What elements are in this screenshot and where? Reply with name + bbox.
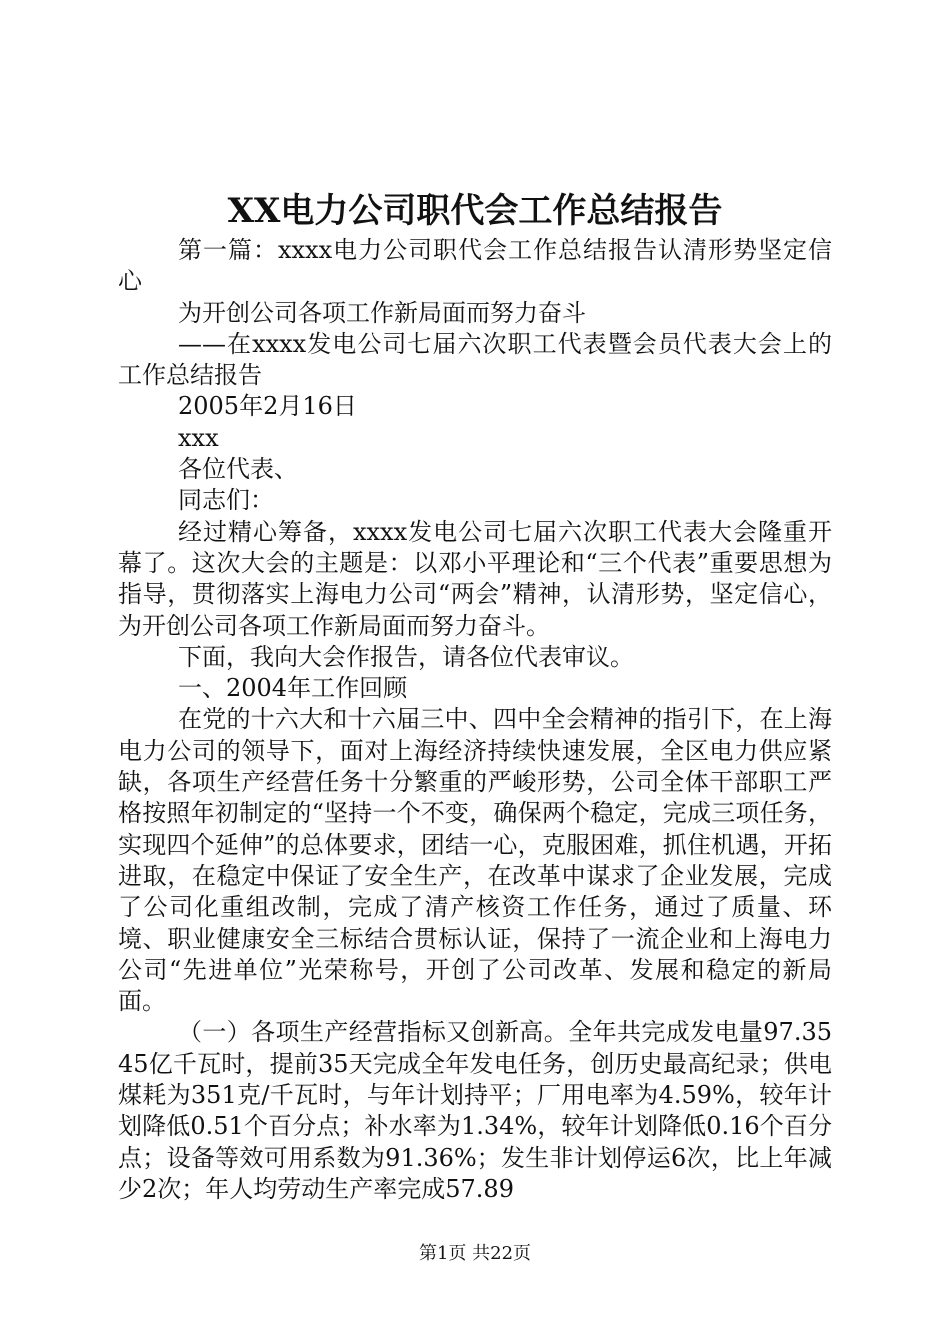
paragraph: 下面，我向大会作报告，请各位代表审议。 [178, 642, 634, 671]
paragraph: xxx [178, 423, 219, 452]
document-title: XX电力公司职代会工作总结报告 [227, 191, 723, 231]
paragraph: 一、2004年工作回顾 [178, 674, 408, 703]
paragraph: ——在xxxx发电公司七届六次职工代表暨会员代表大会上的工作总结报告 [118, 329, 832, 390]
paragraph: 第一篇：xxxx电力公司职代会工作总结报告认清形势坚定信心 [118, 236, 832, 296]
paragraph: （一）各项生产经营指标又创新高。全年共完成发电量97.3545亿千瓦时，提前35天完成全年发电任务，创历史最高纪录；供电煤耗为351克/千瓦时，与年计划持平；厂用电率为4.59%，较年计划降低0.51个百分点；补水率为1.34%，较年计划降低0.16个百分点；设备等效可用系数为91.36%；发生非计划停运6次，比上年减少2次；年人均劳动生产率完成57.89 [118, 1018, 832, 1203]
document-body [118, 235, 832, 1205]
paragraph: 为开创公司各项工作新局面而努力奋斗 [178, 298, 586, 327]
paragraph: 经过精心筹备，xxxx发电公司七届六次职工代表大会隆重开幕了。这次大会的主题是：以邓小平理论和“三个代表”重要思想为指导，贯彻落实上海电力公司“两会”精神，认清形势，坚定信心，为开创公司各项工作新局面而努力奋斗。 [118, 517, 832, 640]
page-footer: 第1页 共22页 [418, 1243, 532, 1264]
paragraph: 各位代表、 [178, 455, 298, 484]
paragraph: 在党的十六大和十六届三中、四中全会精神的指引下，在上海电力公司的领导下，面对上海经济持续快速发展，全区电力供应紧缺，各项生产经营任务十分繁重的严峻形势，公司全体干部职工严格按照年初制定的“坚持一个不变，确保两个稳定，完成三项任务，实现四个延伸”的总体要求，团结一心，克服困难，抓住机遇，开拓进取，在稳定中保证了安全生产，在改革中谋求了企业发展，完成了公司化重组改制，完成了清产核资工作任务，通过了质量、环境、职业健康安全三标结合贯标认证，保持了一流企业和上海电力公司“先进单位”光荣称号，开创了公司改革、发展和稳定的新局面。 [118, 705, 832, 1016]
paragraph: 同志们： [178, 486, 274, 515]
paragraph: 2005年2月16日 [178, 392, 357, 421]
